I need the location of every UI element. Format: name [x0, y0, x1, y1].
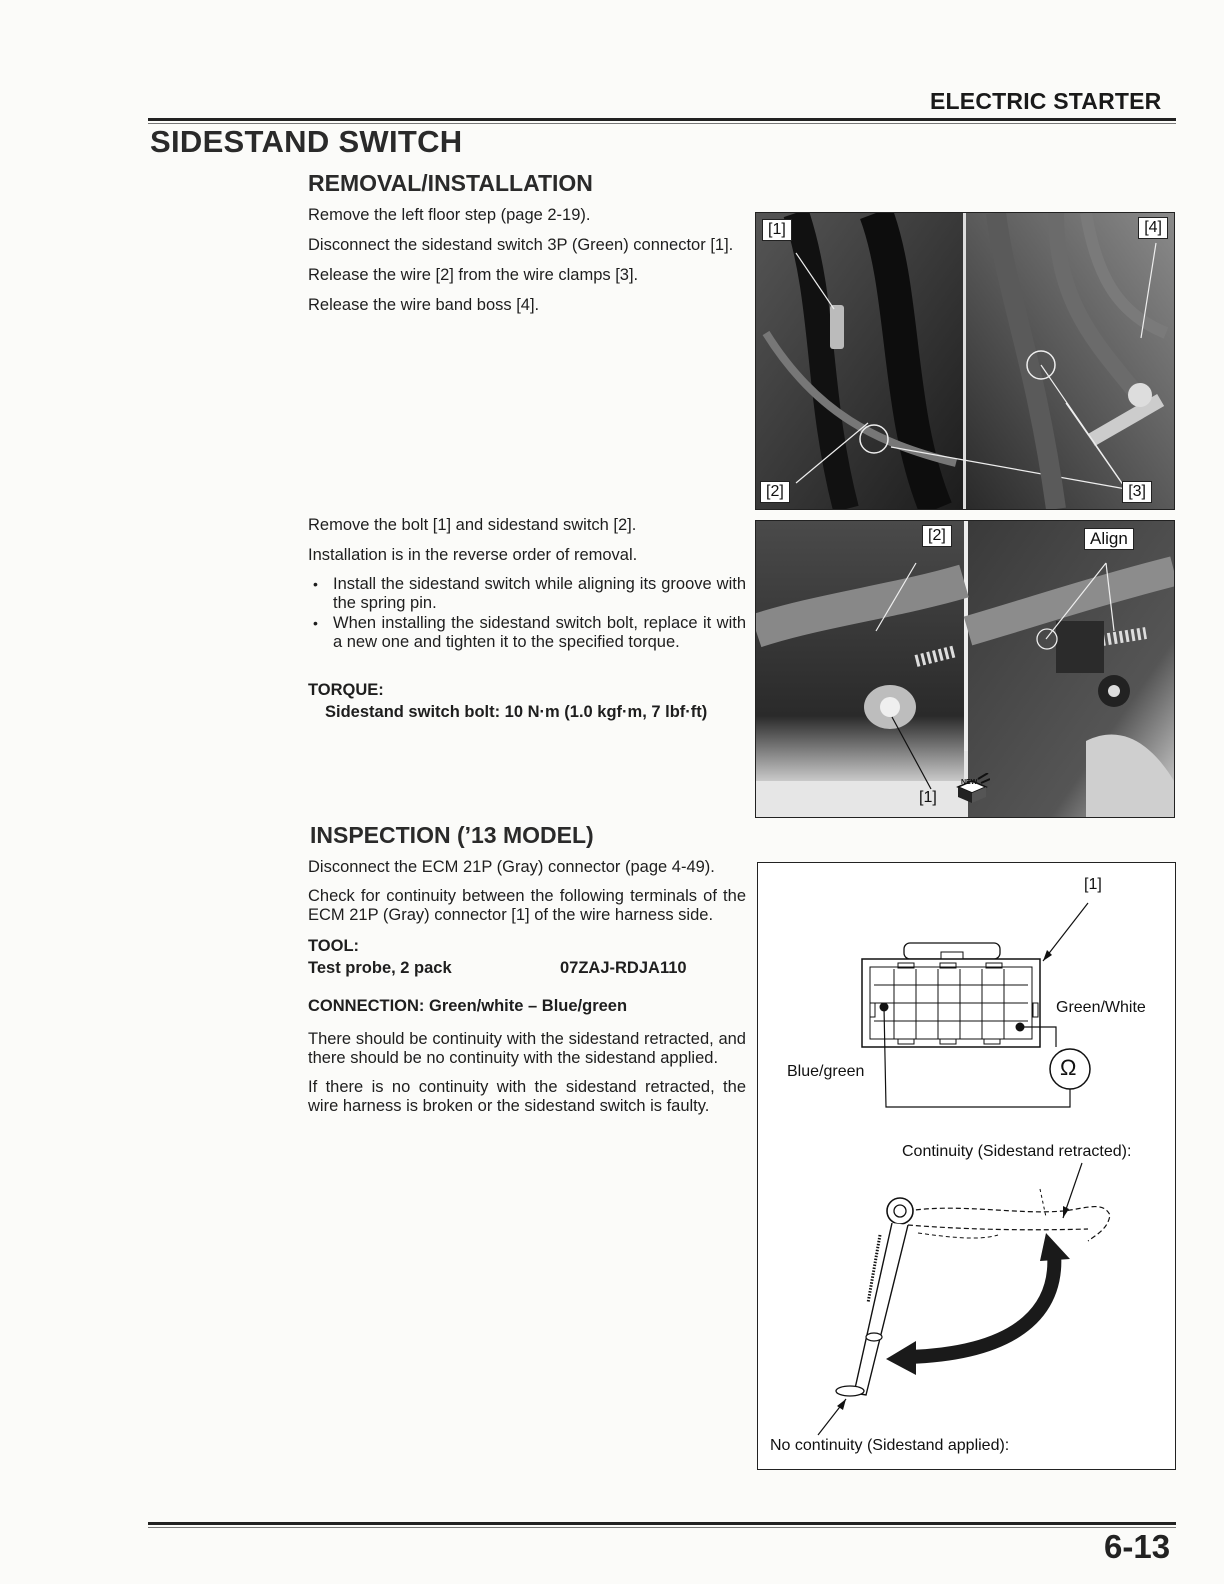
callout-label: [1]: [762, 219, 792, 241]
inspection-body: [308, 858, 746, 1116]
page-title: SIDESTAND SWITCH: [150, 124, 463, 159]
header-rule: [148, 118, 1176, 121]
tool-number: 07ZAJ-RDJA110: [560, 959, 687, 977]
callout-label: [2]: [760, 481, 790, 503]
tool-row: [308, 959, 746, 979]
footer-rule-thin: [148, 1527, 1176, 1528]
step-text: Remove the bolt [1] and sidestand switch [2].: [308, 516, 637, 534]
connector-sidestand-illustration: [758, 863, 1175, 1469]
connector-callout: [1]: [1084, 876, 1102, 893]
step-text: Disconnect the sidestand switch 3P (Green) connector [1].: [308, 236, 734, 254]
connection-spec: CONNECTION: Green/white – Blue/green: [308, 997, 628, 1015]
inspection-text: If there is no continuity with the sidestand retracted, the wire harness is broken or the sidestand switch is faulty.: [308, 1078, 746, 1115]
torque-label: TORQUE:: [308, 681, 384, 699]
inspection-text: Check for continuity between the following terminals of the ECM 21P (Gray) connector [1] of the wire harness side.: [308, 887, 746, 924]
step-text: Remove the left floor step (page 2-19).: [308, 206, 591, 224]
step-text: Installation is in the reverse order of removal.: [308, 546, 638, 564]
removal-steps: [308, 206, 746, 315]
photo-wire-routing: [755, 212, 1175, 510]
callout-label: Align: [1084, 528, 1134, 550]
removal-heading: REMOVAL/INSTALLATION: [308, 170, 593, 196]
inspection-text: There should be continuity with the sidestand retracted, and there should be no continuity with the sidestand applied.: [308, 1030, 746, 1067]
section-header: ELECTRIC STARTER: [930, 88, 1162, 114]
wire-label-green-white: Green/White: [1056, 999, 1146, 1016]
new-part-badge: NEW: [961, 779, 978, 786]
photo-wire-routing-illustration: [756, 213, 1174, 509]
list-item: • When installing the sidestand switch bolt, replace it with a new one and tighten it to the specified torque.: [308, 614, 746, 652]
page-number: 6-13: [1104, 1528, 1171, 1565]
callout-label: [2]: [922, 525, 952, 547]
ohmmeter-icon: Ω: [1060, 1055, 1077, 1080]
inspection-heading: INSPECTION (’13 MODEL): [310, 822, 594, 848]
tool-label: TOOL:: [308, 937, 360, 955]
callout-label: [3]: [1122, 481, 1152, 503]
step-text: Release the wire band boss [4].: [308, 296, 540, 314]
list-item: • Install the sidestand switch while aligning its groove with the spring pin.: [308, 575, 746, 613]
inspection-text: Disconnect the ECM 21P (Gray) connector (page 4-49).: [308, 858, 715, 876]
no-continuity-label: No continuity (Sidestand applied):: [770, 1437, 1010, 1454]
photo-switch-bolt: [755, 520, 1175, 818]
tool-name: Test probe, 2 pack: [308, 959, 452, 977]
footer-rule: [148, 1522, 1176, 1525]
torque-value: Sidestand switch bolt: 10 N·m (1.0 kgf·m, 7 lbf·ft): [325, 703, 708, 721]
caution-list: [308, 575, 746, 652]
callout-label: [1]: [919, 789, 937, 806]
removal-steps-2: [308, 516, 746, 653]
continuity-label: Continuity (Sidestand retracted):: [902, 1143, 1132, 1160]
continuity-diagram: [757, 862, 1176, 1470]
wire-label-blue-green: Blue/green: [787, 1063, 865, 1080]
callout-label: [4]: [1138, 217, 1168, 239]
step-text: Release the wire [2] from the wire clamps [3].: [308, 266, 639, 284]
